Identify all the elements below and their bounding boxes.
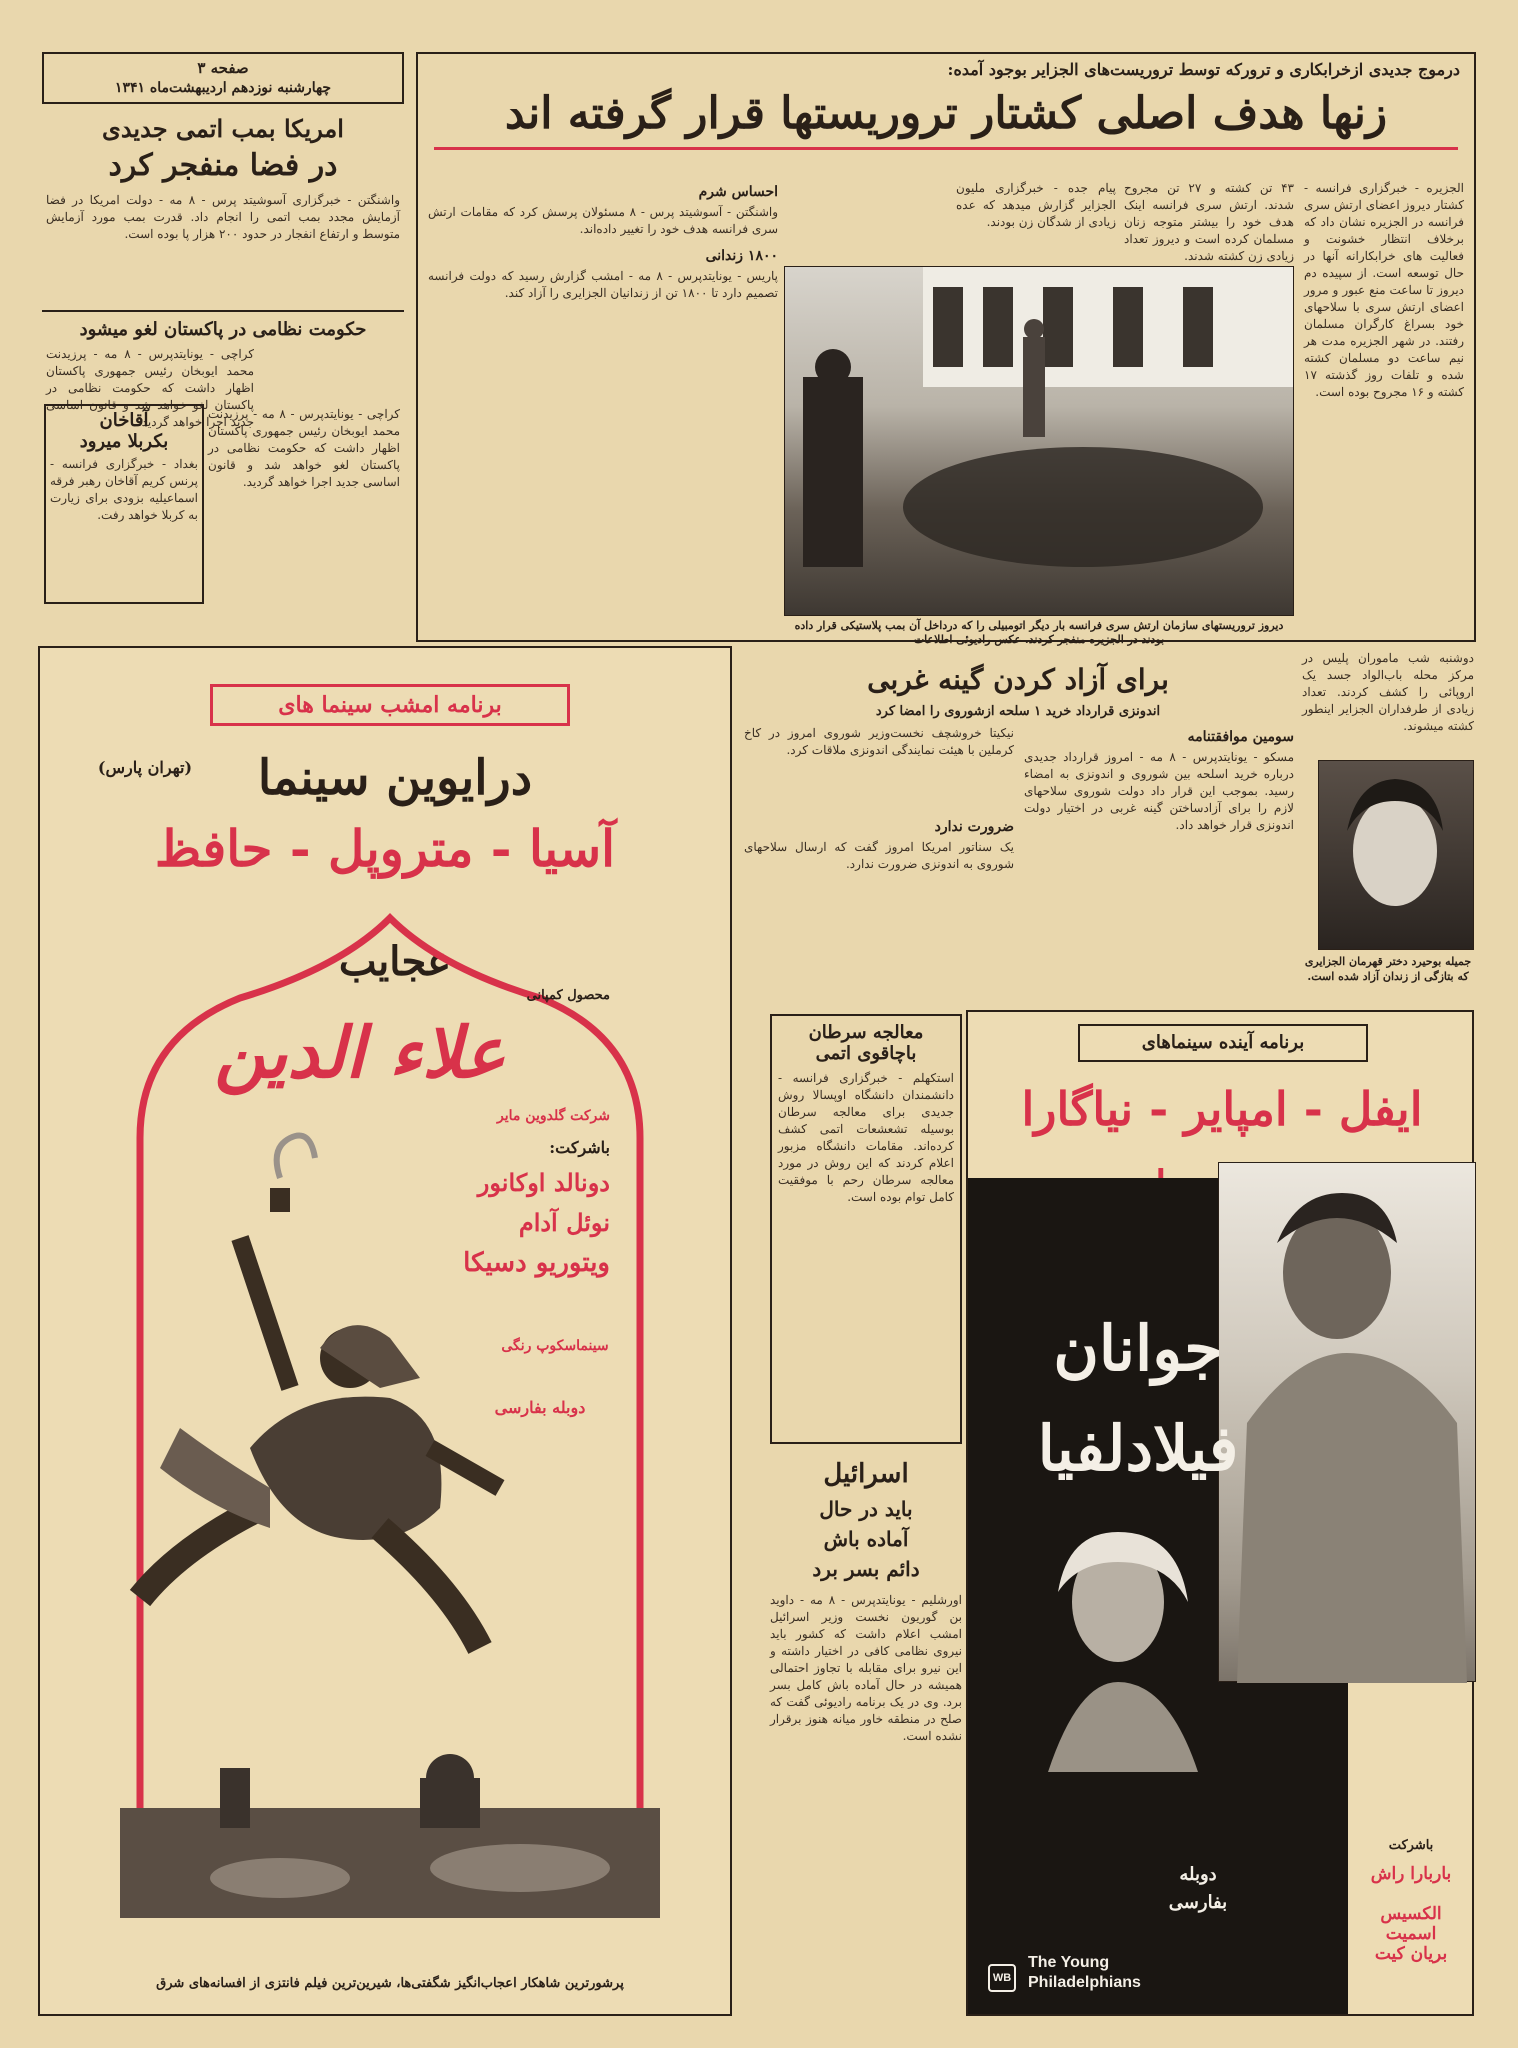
ad-bottom-scene bbox=[120, 1768, 660, 1918]
ad-cast-3: ویتوریو دسیکا bbox=[463, 1248, 610, 1278]
ad-format: سینماسکوپ رنگی bbox=[501, 1338, 609, 1354]
issue-date: چهارشنبه نوزدهم اردیبهشت‌ماه ۱۳۴۱ bbox=[114, 80, 332, 96]
divider bbox=[42, 310, 404, 312]
main-col-3: پیام جده - خبرگزاری ملیون الجزایر گزارش میدهد که عده زیادی از شدگان زن بودند. bbox=[956, 181, 1116, 229]
israel-headline-4: دائم بسر برد bbox=[812, 1557, 920, 1581]
guinea-sub-necessity: ضرورت ندارد bbox=[934, 819, 1014, 835]
ad2-title-2: فیلادلفیا bbox=[1037, 1412, 1239, 1485]
main-headline: زنها هدف اصلی کشتار تروریستها قرار گرفته اند bbox=[434, 81, 1458, 150]
israel-story bbox=[770, 1454, 962, 2014]
guinea-headline: برای آزاد کردن گینه غربی bbox=[867, 663, 1169, 696]
ad-cinema-list: آسیا - متروپل - حافظ bbox=[154, 819, 616, 878]
ad-footer: پرشورترین شاهکار اعجاب‌انگیز شگفتی‌ها، شیرین‌ترین فیلم فانتزی از افسانه‌های شرق bbox=[156, 1976, 624, 1991]
ad2-actress-figure bbox=[1018, 1512, 1218, 1772]
right-column-text: دوشنبه شب ماموران پلیس در مرکز محله باب‌الواد جسد یک اروپائی را کشف کردند. تعداد زیادی از طرفداران الجزایر اینطور کشته میشوند. bbox=[1302, 651, 1474, 733]
main-col-4b-text: پاریس - یونایتدپرس - ۸ مه - امشب گزارش رسید که دولت فرانسه تصمیم دارد تا ۱۸۰۰ تن از زندانیان الجزایری را آزاد کند. bbox=[428, 269, 778, 300]
ad2-english-title-2: Philadelphians bbox=[1028, 1974, 1141, 1991]
ad-producer-label: محصول کمپانی bbox=[526, 988, 610, 1003]
sub-shame: احساس شرم bbox=[698, 184, 778, 200]
photo-scene bbox=[783, 267, 1293, 617]
left-column bbox=[42, 108, 404, 638]
story-us-bomb-headline-1: امریکا بمب اتمی جدیدی bbox=[102, 114, 344, 143]
ad2-cast-1: باربارا راش bbox=[1370, 1864, 1452, 1884]
story-us-bomb-headline-2: در فضا منفجر کرد bbox=[108, 148, 338, 183]
date-box bbox=[42, 52, 404, 104]
main-col-1: الجزیره - خبرگزاری فرانسه - کشتار دیروز اعضای ارتش سری فرانسه در الجزیره نشان داد که برخلاف انتظار خشونت و فعالیت های خرابکارانه آنها در حال توسعه است. از سپیده دم دیروز تا ساعت منع عبور و مرور اعضای ارتش سری با سلاحهای خود بسراغ کارگران مسلمان رفتند. در شهر الجزیره مدت هر نیم ساعت دو مسلمان کشته شده و تلفات روز گذشته ۱۷ کشته و ۱۶ مجروح بوده است. bbox=[1304, 181, 1464, 399]
ad2-dub-1: دوبله bbox=[1179, 1864, 1217, 1885]
israel-headline-3: آماده باش bbox=[823, 1527, 909, 1551]
israel-text: اورشلیم - یونایتدپرس - ۸ مه - داوید بن گوریون نخست وزیر اسرائیل امشب اعلام داشت که کشور باید نیروی نظامی کافی در اختیار داشته و این نیرو برای مقابله با تجاوز احتمالی همیشه در حال آماده باش کامل بسر برد. وی در یک برنامه رادیوئی گفت که صلح در منطقه خاور میانه هنوز برقرار نشده است. bbox=[770, 1593, 962, 1743]
ad2-cinemas: ایفل - امپایر - نیاگارا bbox=[1021, 1082, 1423, 1136]
guinea-col-2: نیکیتا خروشچف نخست‌وزیر شوروی امروز در کاخ کرملین با هیئت نمایندگی اندونزی ملاقات کرد. bbox=[744, 726, 1014, 757]
portrait-caption: جمیله بوحیرد دختر قهرمان الجزایری که بتازگی از زندان آزاد شده است. bbox=[1304, 955, 1472, 983]
ad-cast-1: دونالد اوکانور bbox=[477, 1168, 610, 1197]
story-pakistan-headline: حکومت نظامی در پاکستان لغو میشود bbox=[79, 319, 367, 340]
ad2-title-1: جوانان bbox=[1053, 1312, 1223, 1385]
cancer-text: استکهلم - خبرگزاری فرانسه - دانشمندان دانشگاه اوپسالا روش جدیدی برای معالجه سرطان بوسیله تشعشعات اتمی کشف کرده‌اند. مقامات دانشگاه مزبور اعلام کردند که این روش در مورد معالجه سرطان رحم با موفقیت کامل توام بوده است. bbox=[778, 1071, 954, 1204]
ad2-english-title-1: The Young bbox=[1028, 1954, 1110, 1971]
ad2-cast-2: الکسیس اسمیت bbox=[1380, 1904, 1442, 1944]
ad-film-title: علاء الدین bbox=[214, 1011, 506, 1094]
guinea-sub-agreement: سومین موافقتنامه bbox=[1187, 729, 1294, 745]
cancer-headline-1: معالجه سرطان bbox=[808, 1022, 924, 1043]
ad-aladdin-illustration bbox=[120, 1128, 540, 1768]
story-pakistan-text: کراچی - یونایتدپرس - ۸ مه - پرزیدنت محمد ایوبخان رئیس جمهوری پاکستان اظهار داشت که حکومت نظامی در پاکستان لغو خواهد شد و قانون اساسی جدید اجرا خواهد گردید. bbox=[46, 347, 254, 429]
cancer-story-box bbox=[770, 1014, 962, 1444]
story-us-bomb-text: واشنگتن - خبرگزاری آسوشیتد پرس - ۸ مه - دولت امریکا در فضا آزمایش مجدد بمب اتمی را انجام داد. قدرت بمب مورد آزمایش متوسط و ارتفاع انفجار در حدود ۲۰۰ هزار پا بوده است. bbox=[46, 193, 400, 241]
main-kicker: درموج جدیدی ازخرابکاری و ترورکه توسط تروریست‌های الجزایر بوجود آمده: bbox=[947, 60, 1460, 79]
page-number: صفحه ۳ bbox=[197, 59, 249, 77]
cinema-ad-aladdin bbox=[38, 646, 732, 2016]
west-guinea-story bbox=[742, 646, 1294, 1006]
ad-cast-2: نوئل آدام bbox=[518, 1208, 610, 1237]
ad-banner-tonight: برنامه امشب سینما های bbox=[210, 684, 570, 726]
ad-producer: شرکت گلدوین مایر bbox=[497, 1108, 610, 1124]
ad-film-prefix: عجایب bbox=[338, 938, 452, 985]
ad2-banner: برنامه آینده سینماهای bbox=[1078, 1024, 1368, 1062]
ad-dub: دوبله بفارسی bbox=[494, 1398, 586, 1417]
guinea-col-1: مسکو - یونایتدپرس - ۸ مه - امروز قرارداد جدیدی درباره خرید اسلحه بین شوروی و اندونزی به امضاء رسید. بموجب این قرار داد دولت شوروی سلاحهای لازم را برای آزادساختن گینه غربی در اختیار دولت اندونزی قرار خواهد داد. bbox=[1024, 750, 1294, 832]
main-photo-caption: دیروز تروریستهای سازمان ارتش سری فرانسه بار دیگر اتومبیلی را که درداخل آن بمب پلاستیکی قرار داده بودند در الجزیره منفجر کردند. عکس رادیوئی اطلاعات bbox=[794, 619, 1284, 646]
israel-headline-1: اسرائیل bbox=[823, 1459, 909, 1489]
main-story-box bbox=[416, 52, 1476, 646]
cinema-ad-philadelphians bbox=[966, 1010, 1474, 2016]
ad2-dub-2: بفارسی bbox=[1168, 1892, 1228, 1913]
main-photo bbox=[784, 266, 1294, 616]
portrait-photo bbox=[1318, 760, 1474, 950]
sub-prisoners: ۱۸۰۰ زندانی bbox=[705, 248, 778, 264]
guinea-subhead: اندونزی قرارداد خرید ۱ سلحه ازشوروی را امضا کرد bbox=[875, 704, 1161, 719]
main-col-4-text: واشنگتن - آسوشیتد پرس - ۸ مسئولان پرسش کرد که مقامات ارتش سری فرانسه هدف خود را تغییر داده‌اند. bbox=[428, 205, 779, 236]
aga-khan-box bbox=[44, 404, 204, 604]
ad-cinema-location: (تهران پارس) bbox=[97, 758, 193, 777]
story-aga-khan-headline-2: بکربلا میرود bbox=[79, 431, 169, 452]
story-aga-khan-headline-1: آقاخان bbox=[99, 410, 149, 431]
ad-cinema-name: درایوین سینما bbox=[257, 750, 533, 806]
israel-headline-2: باید در حال bbox=[819, 1497, 913, 1521]
story-aga-khan-text: بغداد - خبرگزاری فرانسه - پرنس کریم آقاخان رهبر فرقه اسماعیلیه بزودی برای زیارت به کربلا خواهد رفت. bbox=[50, 457, 198, 522]
story-pakistan-text-cont: کراچی - یونایتدپرس - ۸ مه - پرزیدنت محمد ایوبخان رئیس جمهوری پاکستان اظهار داشت که حکومت نظامی در پاکستان لغو خواهد شد و قانون اساسی جدید اجرا خواهد گردید. bbox=[208, 407, 400, 489]
guinea-col-2b: یک سناتور امریکا امروز گفت که ارسال سلاحهای شوروی به اندونزی ضرورت ندارد. bbox=[744, 840, 1014, 871]
portrait-face bbox=[1317, 761, 1473, 951]
main-col-4 bbox=[428, 180, 778, 630]
ad2-cast-label: باشرکت bbox=[1388, 1838, 1434, 1853]
ad2-studio-logo: WB bbox=[988, 1964, 1016, 1992]
main-col-2: ۴۳ تن کشته و ۲۷ تن مجروح شدند. ارتش سری فرانسه اینک هدف خود را بیشتر متوجه زنان مسلمان کرده است و دیروز تعداد زیادی زن کشته شدند. bbox=[1124, 181, 1294, 263]
cancer-headline-2: باچاقوی اتمی bbox=[815, 1043, 917, 1064]
ad2-cast-3: بریان کیت bbox=[1374, 1944, 1448, 1964]
ad-cast-label: باشرکت: bbox=[549, 1138, 610, 1157]
